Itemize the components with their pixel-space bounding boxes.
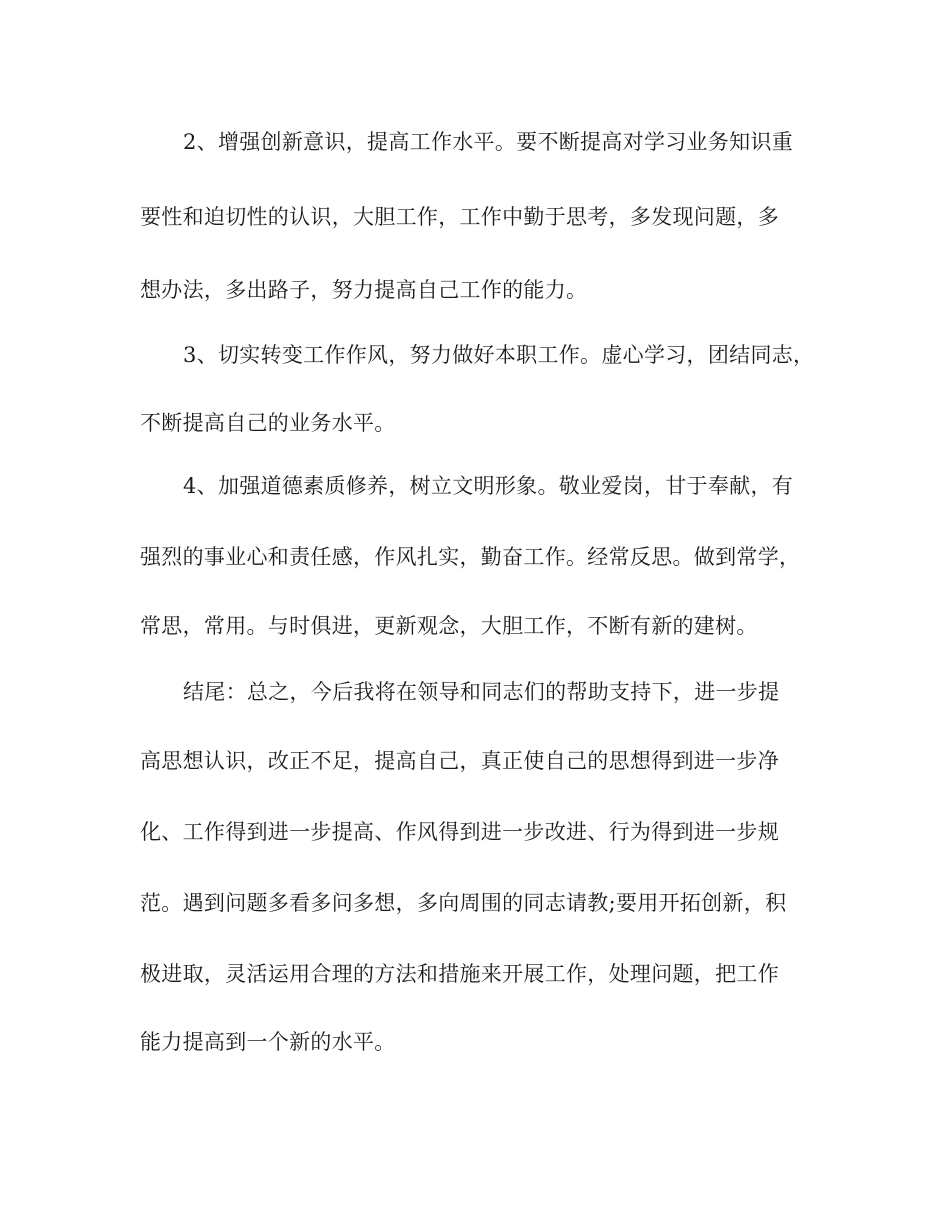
paragraph-3-line-2: 不断提高自己的业务水平。 bbox=[140, 411, 396, 435]
conclusion-line-1: 结尾：总之，今后我将在领导和同志们的帮助支持下，进一步提 bbox=[183, 680, 780, 704]
paragraph-2-line-1: 2、增强创新意识，提高工作水平。要不断提高对学习业务知识重 bbox=[183, 130, 794, 154]
paragraph-4-line-2: 强烈的事业心和责任感，作风扎实，勤奋工作。经常反思。做到常学， bbox=[140, 545, 801, 569]
paragraph-3-line-1: 3、切实转变工作作风，努力做好本职工作。虚心学习，团结同志， bbox=[183, 343, 815, 367]
conclusion-line-2: 高思想认识，改正不足，提高自己，真正使自己的思想得到进一步净 bbox=[140, 749, 779, 773]
conclusion-line-6: 能力提高到一个新的水平。 bbox=[140, 1030, 396, 1054]
conclusion-line-4: 范。遇到问题多看多问多想，多向周围的同志请教;要用开拓创新，积 bbox=[140, 891, 787, 915]
conclusion-line-3: 化、工作得到进一步提高、作风得到进一步改进、行为得到进一步规 bbox=[140, 820, 779, 844]
paragraph-2-line-3: 想办法，多出路子，努力提高自己工作的能力。 bbox=[140, 278, 588, 302]
paragraph-4-line-3: 常思，常用。与时俱进，更新观念，大胆工作，不断有新的建树。 bbox=[140, 614, 758, 638]
paragraph-4-line-1: 4、加强道德素质修养，树立文明形象。敬业爱岗，甘于奉献，有 bbox=[183, 474, 794, 498]
paragraph-2-line-2: 要性和迫切性的认识，大胆工作，工作中勤于思考，多发现问题，多 bbox=[140, 205, 779, 229]
conclusion-line-5: 极进取，灵活运用合理的方法和措施来开展工作，处理问题，把工作 bbox=[140, 962, 779, 986]
